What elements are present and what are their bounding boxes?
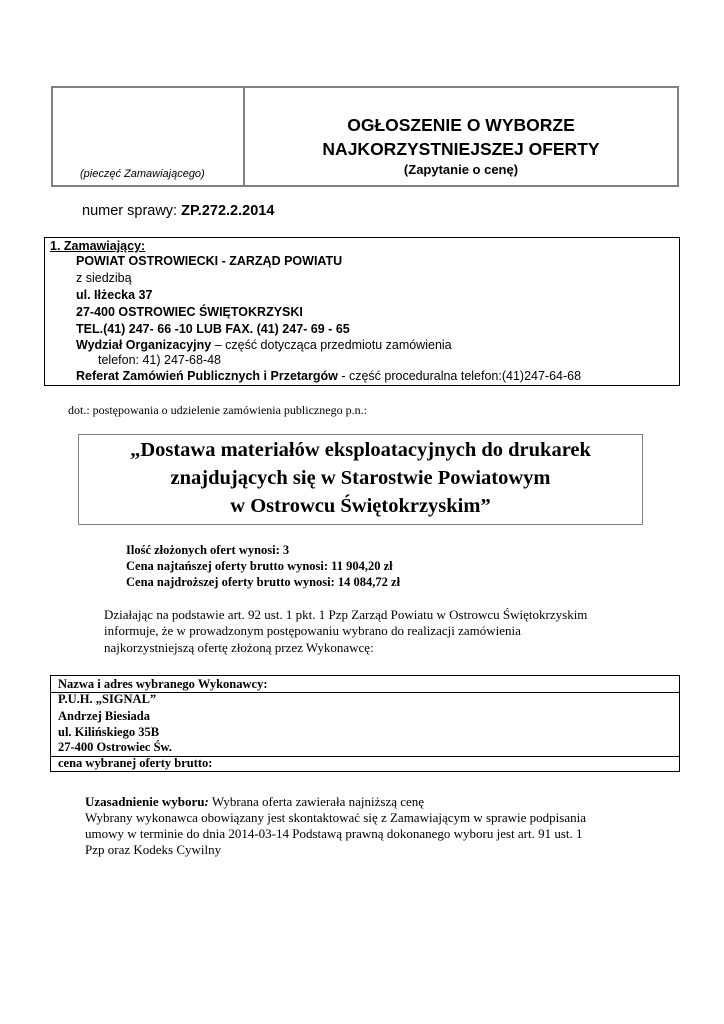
offers-count: Ilość złożonych ofert wynosi: 3: [126, 543, 290, 557]
dept2-desc: - część proceduralna telefon:(41)247-64-68: [337, 369, 582, 383]
decision-line1: Działając na podstawie art. 92 ust. 1 pkt. 1 Pzp Zarząd Powiatu w Ostrowcu Świętokrzyskim: [104, 607, 588, 622]
orderer-street: ul. Iłżecka 37: [76, 288, 153, 302]
justification-line2: Wybrany wykonawca obowiązany jest skontaktować się z Zamawiającym w sprawie podpisania: [85, 810, 586, 825]
orderer-phone-fax: TEL.(41) 247- 66 -10 LUB FAX. (41) 247- 69 - 65: [76, 322, 350, 336]
case-number-label: numer sprawy:: [82, 203, 182, 219]
justification-line4: Pzp oraz Kodeks Cywilny: [85, 842, 222, 857]
winner-company: P.U.H. „SIGNAL”: [58, 692, 157, 706]
subject-line2: znajdujących się w Starostwie Powiatowym: [170, 467, 551, 489]
justification-label: Uzasadnienie wyboru: [85, 794, 205, 809]
dept1-name: Wydział Organizacyjny: [76, 338, 212, 352]
orderer-dept1: [76, 338, 452, 353]
orderer-heading: 1. Zamawiający:: [50, 239, 146, 253]
winner-person: Andrzej Biesiada: [58, 709, 151, 723]
case-number-value: ZP.272.2.2014: [181, 203, 275, 219]
orderer-seat: z siedzibą: [76, 271, 132, 285]
orderer-city: 27-400 OSTROWIEC ŚWIĘTOKRZYSKI: [76, 305, 303, 319]
document-title-line2: NAJKORZYSTNIEJSZEJ OFERTY: [322, 139, 600, 159]
lowest-price: Cena najtańszej oferty brutto wynosi: 11 904,20 zł: [126, 559, 393, 573]
subject-line1: „Dostawa materiałów eksploatacyjnych do drukarek: [130, 439, 591, 461]
winner-city: 27-400 Ostrowiec Św.: [58, 740, 172, 754]
justification-line3: umowy w terminie do dnia 2014-03-14 Podstawą prawną dokonanego wyboru jest art. 91 ust. 1: [85, 826, 583, 841]
dept2-name: Referat Zamówień Publicznych i Przetargów: [76, 369, 338, 383]
winner-box: [50, 675, 680, 772]
subject-line3: w Ostrowcu Świętokrzyskim”: [230, 495, 491, 517]
justification-reason: Wybrana oferta zawierała najniższą cenę: [208, 794, 425, 809]
dept1-desc: – część dotycząca przedmiotu zamówienia: [211, 338, 452, 352]
justification-line1: [85, 794, 424, 810]
document-title-line1: OGŁOSZENIE O WYBORZE: [347, 115, 575, 135]
procedure-reference: dot.: postępowania o udzielenie zamówienia publicznego p.n.:: [68, 403, 367, 417]
stamp-label: (pieczęć Zamawiającego): [80, 168, 205, 180]
decision-line3: najkorzystniejszą ofertę złożoną przez Wykonawcę:: [104, 640, 374, 655]
winner-price-label: cena wybranej oferty brutto:: [58, 756, 213, 770]
subject-box: [78, 434, 643, 525]
orderer-dept2: [76, 369, 581, 384]
highest-price: Cena najdroższej oferty brutto wynosi: 14 084,72 zł: [126, 575, 401, 589]
orderer-name: POWIAT OSTROWIECKI - ZARZĄD POWIATU: [76, 254, 343, 268]
header-box: [51, 86, 679, 187]
case-number-line: [82, 203, 274, 219]
orderer-dept1-phone: telefon: 41) 247-68-48: [98, 353, 222, 367]
justification-colon: :: [204, 794, 209, 809]
document-subtitle: (Zapytanie o cenę): [403, 162, 519, 177]
orderer-box: [44, 237, 680, 386]
winner-heading: Nazwa i adres wybranego Wykonawcy:: [58, 677, 268, 691]
winner-street: ul. Kilińskiego 35B: [58, 725, 160, 739]
decision-line2: informuje, że w prowadzonym postępowaniu wybrano do realizacji zamówienia: [104, 623, 521, 638]
